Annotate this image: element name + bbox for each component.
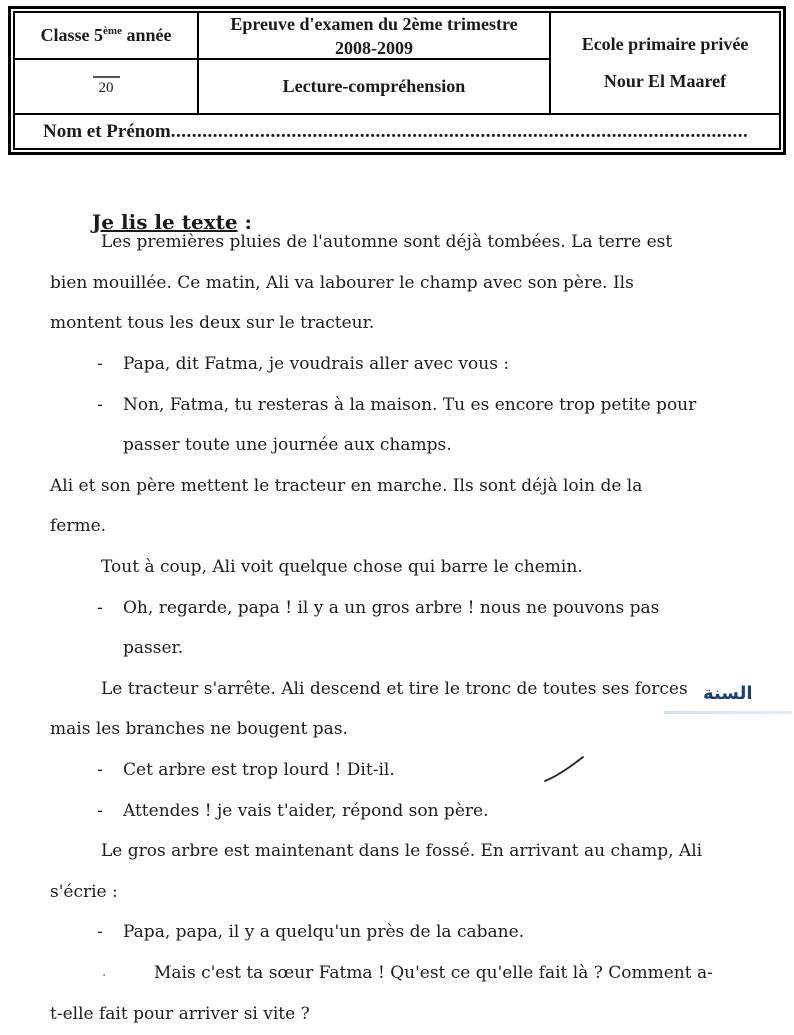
margin-note-smudge xyxy=(664,711,792,714)
dash-bullet: - xyxy=(97,800,103,821)
dash-bullet: - xyxy=(97,597,103,618)
name-row xyxy=(15,115,779,148)
text-line: - Attendes ! je vais t'aider, répond son père. xyxy=(97,800,489,821)
text-line: - Papa, dit Fatma, je voudrais aller avec vous : xyxy=(97,354,510,375)
dash-bullet: - xyxy=(97,760,103,781)
class-cell xyxy=(15,13,199,60)
school-name-line2: Nour El Maaref xyxy=(603,71,727,91)
text-line: passer toute une journée aux champs. xyxy=(123,435,452,456)
exam-title-line1: Epreuve d'examen du 2ème trimestre xyxy=(230,13,518,34)
name-label: Nom et Prénom xyxy=(43,120,171,142)
text-line: - Non, Fatma, tu resteras à la maison. Tu es encore trop petite pour xyxy=(97,394,697,415)
reading-text xyxy=(0,222,794,1034)
text-line: t-elle fait pour arriver si vite ? xyxy=(50,1003,310,1024)
dash-bullet: - xyxy=(97,354,103,375)
text-line: Les premières pluies de l'automne sont déjà tombées. La terre est xyxy=(101,232,673,253)
text-line: Ali et son père mettent le tracteur en marche. Ils sont déjà loin de la xyxy=(50,475,643,496)
text-line: Le gros arbre est maintenant dans le fossé. En arrivant au champ, Ali xyxy=(101,841,703,862)
text-line: montent tous les deux sur le tracteur. xyxy=(50,313,375,334)
text-line: Le tracteur s'arrête. Ali descend et tire le tronc de toutes ses forces xyxy=(101,678,688,699)
text-line: - Cet arbre est trop lourd ! Dit-il. xyxy=(97,760,395,781)
class-label: Classe 5ème année xyxy=(40,25,172,45)
school-cell xyxy=(551,13,779,115)
pen-stroke-mark xyxy=(544,755,586,785)
text-line: s'écrie : xyxy=(50,881,118,902)
exam-title-cell xyxy=(199,13,551,60)
score-cell xyxy=(15,60,199,115)
name-dotted-line: .............................................................................................................. xyxy=(170,120,749,142)
exam-title-line2: 2008-2009 xyxy=(335,37,413,58)
text-line: - Papa, papa, il y a quelqu'un près de la cabane. xyxy=(97,922,525,943)
text-line: - Oh, regarde, papa ! il y a un gros arbre ! nous ne pouvons pas xyxy=(97,597,660,618)
score-out-of: 20 xyxy=(93,76,120,97)
arabic-margin-note: السنة xyxy=(703,683,753,704)
section-title-colon: : xyxy=(237,210,252,234)
text-line: ferme. xyxy=(50,516,107,537)
section-title-text: Je lis le texte xyxy=(91,210,238,234)
subject-label: Lecture-compréhension xyxy=(282,76,466,96)
header-table xyxy=(8,6,786,155)
text-line: mais les branches ne bougent pas. xyxy=(50,719,348,740)
stray-dot-mark: . xyxy=(102,965,107,981)
header-grid xyxy=(13,11,781,150)
text-line: Tout à coup, Ali voit quelque chose qui barre le chemin. xyxy=(101,557,583,578)
subject-cell xyxy=(199,60,551,115)
text-line: . Mais c'est ta sœur Fatma ! Qu'est ce qu'elle fait là ? Comment a- xyxy=(102,962,713,983)
dash-bullet: - xyxy=(97,394,103,415)
class-sup: ème xyxy=(103,25,122,37)
text-line: bien mouillée. Ce matin, Ali va labourer le champ avec son père. Ils xyxy=(50,272,634,293)
school-name-line1: Ecole primaire privée xyxy=(581,34,749,54)
dash-bullet: - xyxy=(97,922,103,943)
text-line: passer. xyxy=(123,638,184,659)
